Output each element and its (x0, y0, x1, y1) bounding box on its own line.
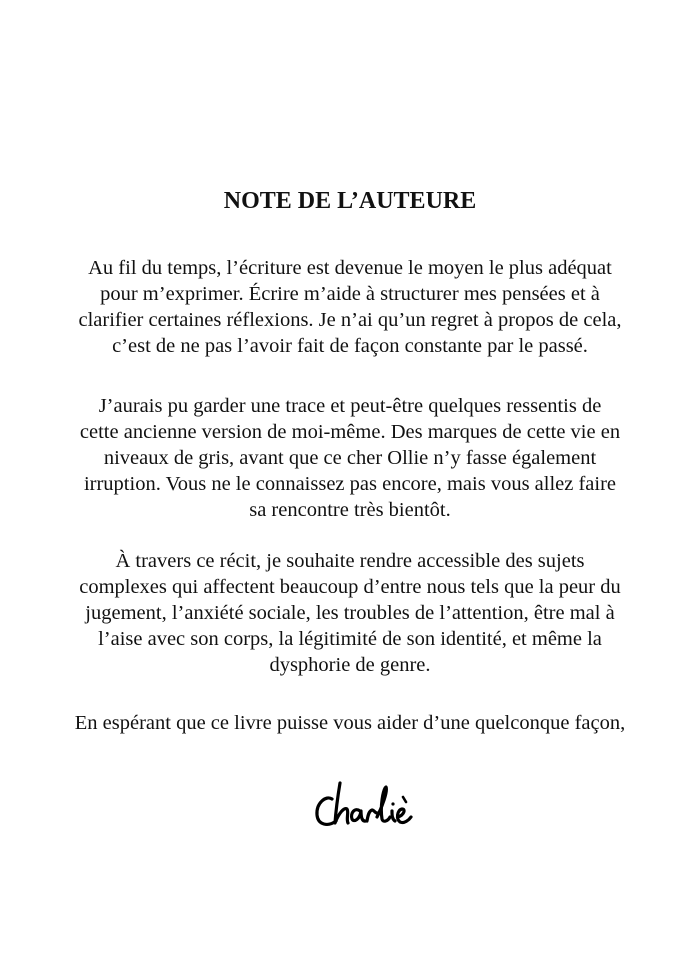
text-line: l’aise avec son corps, la légitimité de son identité, et même la (98, 628, 602, 650)
text-line: niveaux de gris, avant que ce cher Ollie n’y fasse également (103, 447, 597, 469)
text-line: À travers ce récit, je souhaite rendre accessible des sujets (115, 550, 585, 572)
page-title: NOTE DE L’AUTEURE (223, 188, 477, 214)
text-line: irruption. Vous ne le connaissez pas encore, mais vous allez faire (83, 473, 617, 495)
paragraph-closing (60, 710, 640, 736)
handwritten-signature-icon (310, 777, 430, 833)
text-line: cette ancienne version de moi-même. Des marques de cette vie en (79, 421, 621, 443)
text-line: J’aurais pu garder une trace et peut-être quelques ressentis de (98, 395, 602, 417)
text-line: Au fil du temps, l’écriture est devenue le moyen le plus adéquat (88, 257, 612, 279)
text-line: dysphorie de genre. (269, 654, 431, 676)
paragraph-intro (60, 255, 640, 359)
text-line: jugement, l’anxiété sociale, les troubles de l’attention, être mal à (85, 602, 615, 624)
text-line: sa rencontre très bientôt. (249, 499, 451, 521)
text-line: complexes qui affectent beaucoup d’entre nous tels que la peur du (79, 576, 621, 598)
text-line: c’est de ne pas l’avoir fait de façon constante par le passé. (112, 335, 588, 357)
text-line: En espérant que ce livre puisse vous aider d’une quelconque façon, (74, 712, 626, 734)
paragraph-subjects (60, 548, 640, 678)
text-line: pour m’exprimer. Écrire m’aide à structurer mes pensées et à (100, 283, 600, 305)
paragraph-memories (60, 393, 640, 523)
text-line: clarifier certaines réflexions. Je n’ai qu’un regret à propos de cela, (78, 309, 622, 331)
